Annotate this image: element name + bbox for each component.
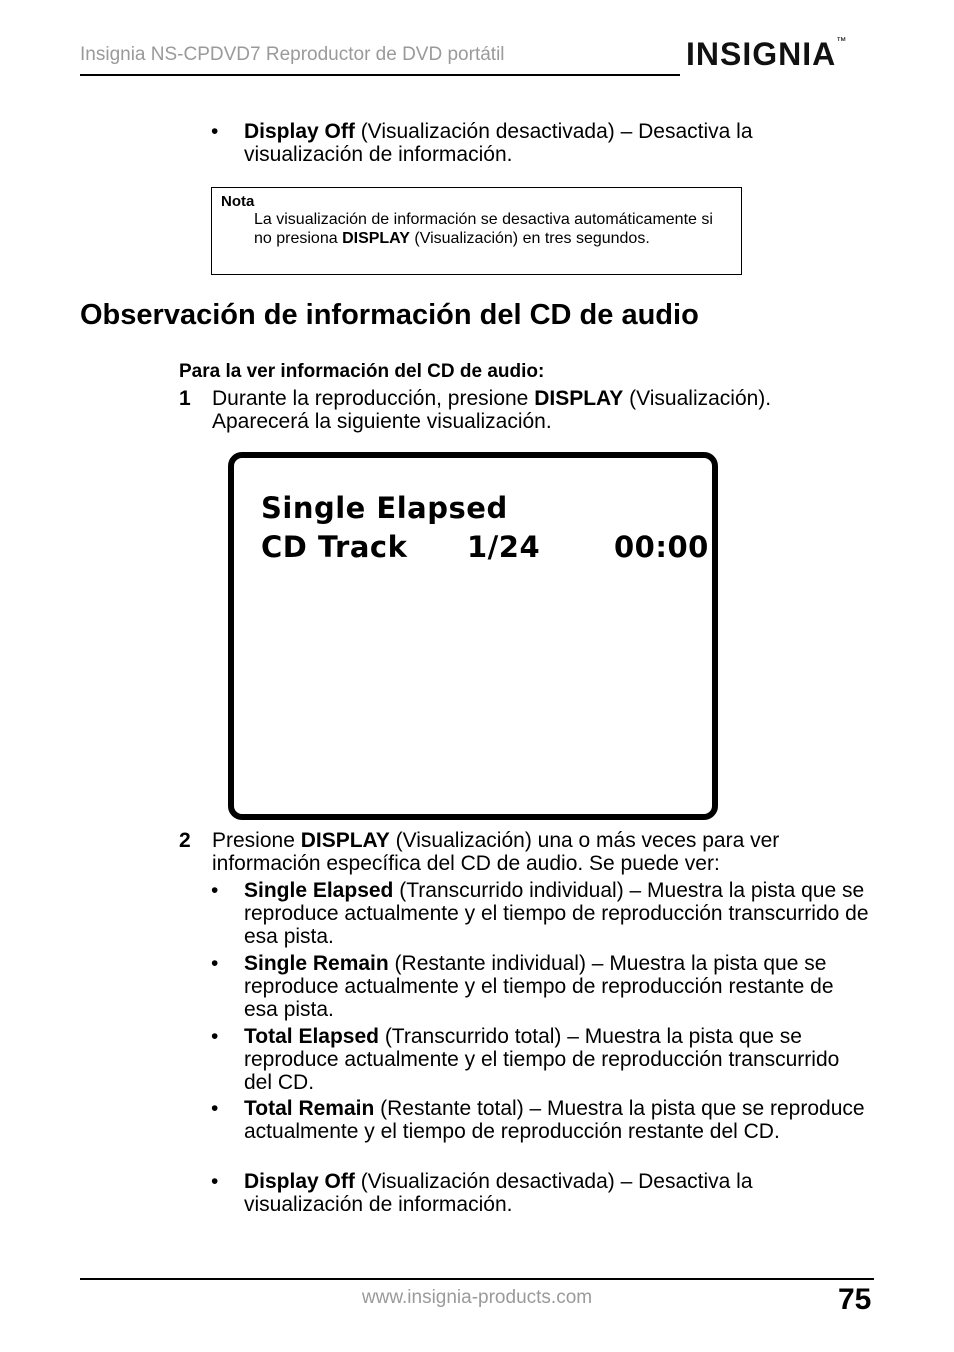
screen-track-label: CD Track: [261, 530, 408, 564]
bullet-text: (Visualización desactivada) – Desactiva la visualización de información.: [244, 120, 753, 166]
bullet-bold: Single Remain: [244, 952, 389, 975]
insignia-logo: [686, 36, 846, 88]
bullet-text: (Transcurrido individual) – Muestra la pista que se reproduce actualmente y el tiempo de reproducción transcurrido de esa pista.: [244, 879, 869, 948]
header-rule: [80, 74, 680, 76]
logo-text: INSIGNIA: [686, 36, 837, 72]
step-number: 1: [179, 387, 191, 410]
bullet-bold: Display Off: [244, 120, 355, 143]
list-item: [211, 1025, 871, 1094]
bullet-text: (Transcurrido total) – Muestra la pista que se reproduce actualmente y el tiempo de reproducción transcurrido del CD.: [244, 1025, 840, 1094]
footer-url: www.insignia-products.com: [361, 1287, 593, 1308]
step-text-after: (Visualización). Aparecerá la siguiente visualización.: [212, 387, 772, 433]
bullet-text: (Visualización desactivada) – Desactiva la visualización de información.: [244, 1170, 753, 1216]
list-item: [211, 879, 871, 948]
step-text-before: Durante la reproducción, presione: [212, 387, 535, 410]
bullet-icon: •: [211, 1170, 219, 1193]
note-bold: DISPLAY: [342, 229, 410, 247]
logo-trademark: ™: [836, 36, 847, 47]
bullet-bold: Display Off: [244, 1170, 355, 1193]
screen-mode-label: Single Elapsed: [261, 491, 508, 525]
list-item: [211, 1097, 871, 1143]
top-bullet: [211, 120, 811, 166]
section-title: Observación de información del CD de audio: [80, 299, 699, 331]
bullet-text: (Restante total) – Muestra la pista que se reproduce actualmente y el tiempo de reproducción restante del CD.: [244, 1097, 865, 1143]
bullet-icon: •: [211, 1097, 219, 1120]
page-number: 75: [838, 1283, 872, 1316]
sub-heading: Para la ver información del CD de audio:: [179, 361, 545, 382]
display-screen: [228, 452, 718, 820]
note-text-before: La visualización de información se desactiva automáticamente si no presiona: [254, 211, 713, 247]
bullet-bold: Total Elapsed: [244, 1025, 379, 1048]
footer-rule: [80, 1278, 874, 1280]
step-number: 2: [179, 829, 191, 852]
step-text-after: (Visualización) una o más veces para ver información específica del CD de audio. Se puede ver:: [212, 829, 780, 875]
header-title: Insignia NS-CPDVD7 Reproductor de DVD portátil: [80, 44, 505, 65]
bullet-bold: Total Remain: [244, 1097, 375, 1120]
bullet-text: (Restante individual) – Muestra la pista que se reproduce actualmente y el tiempo de reproducción restante de esa pista.: [244, 952, 834, 1021]
step-bold: DISPLAY: [534, 387, 624, 410]
step-2: [179, 829, 839, 875]
screen-track-number: 1/24: [467, 530, 541, 564]
list-item: [211, 952, 871, 1021]
list-item: [211, 1170, 811, 1216]
step-1: [179, 387, 839, 433]
note-text-after: (Visualización) en tres segundos.: [409, 229, 650, 247]
bullet-icon: •: [211, 952, 219, 975]
step-bold: DISPLAY: [300, 829, 390, 852]
screen-time: 00:00: [614, 530, 709, 564]
step-text-before: Presione: [212, 829, 301, 852]
note-box: [211, 187, 742, 275]
note-label: Nota: [221, 193, 255, 210]
bullet-icon: •: [211, 879, 219, 902]
bullet-icon: •: [211, 1025, 219, 1048]
bullet-bold: Single Elapsed: [244, 879, 394, 902]
note-text: [254, 211, 734, 248]
bullet-icon: •: [211, 120, 219, 143]
